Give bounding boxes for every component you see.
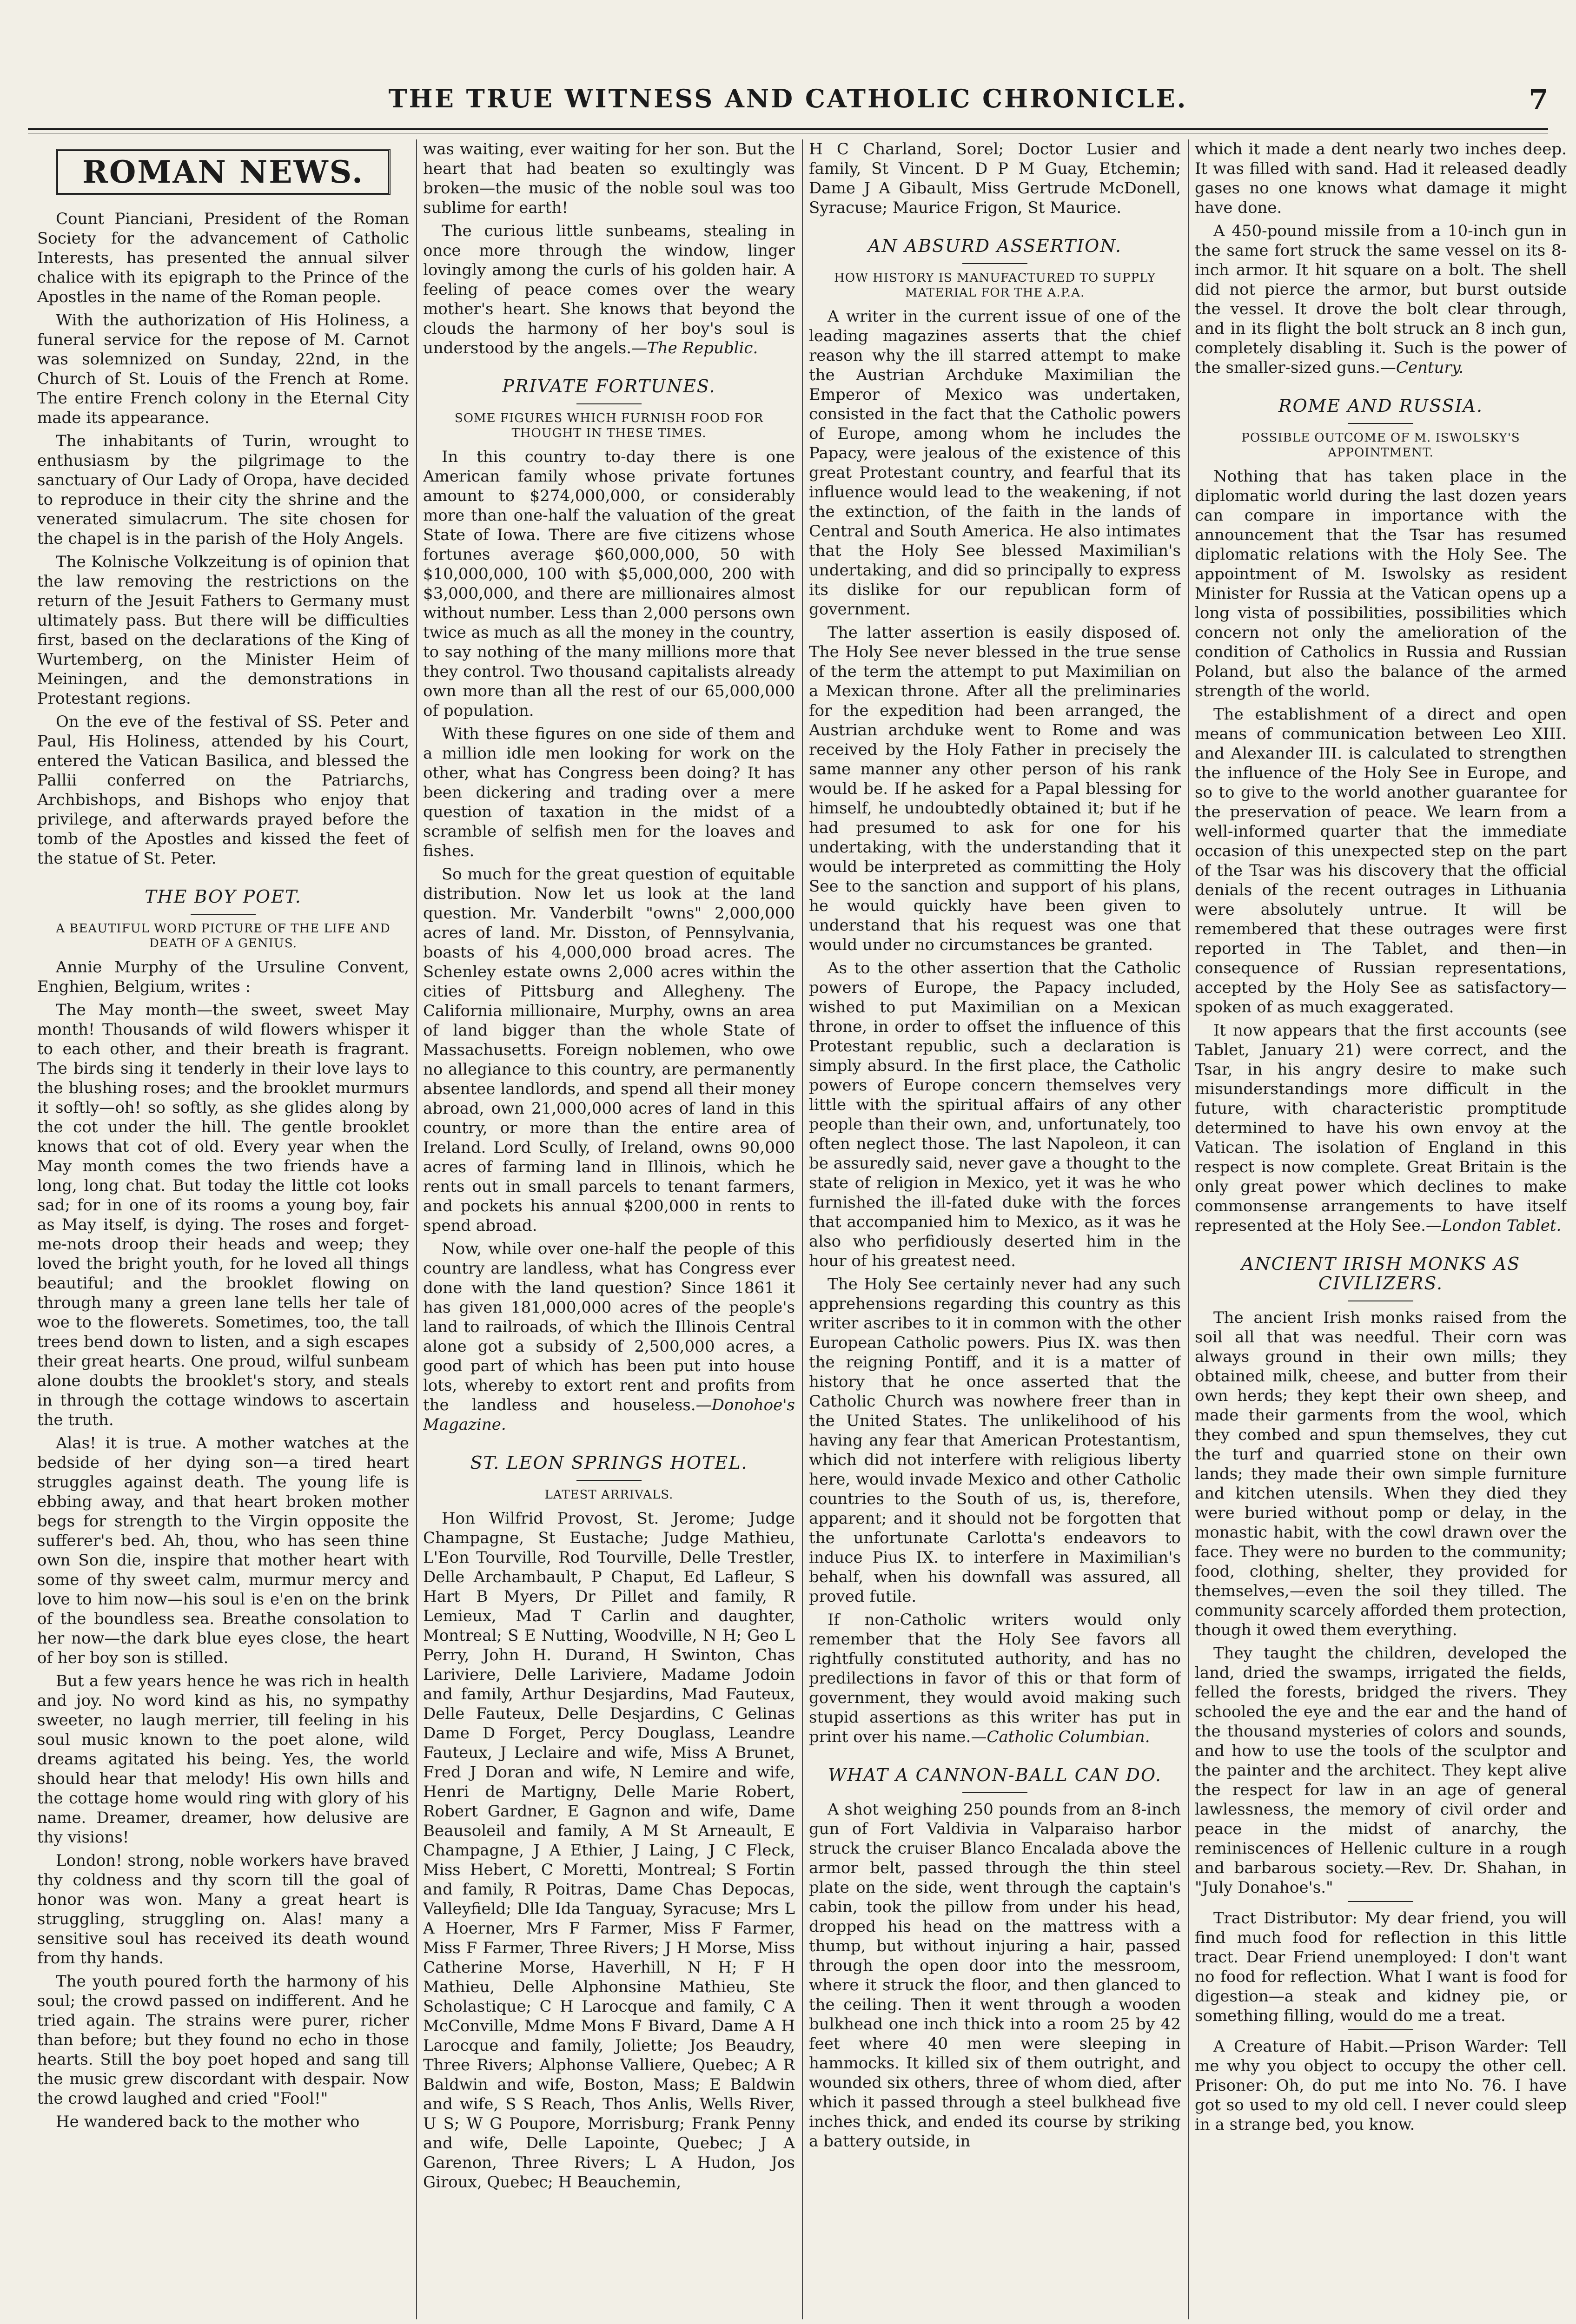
- article-paragraph: The Kolnische Volkzeitung is of opinion that the law removing the restrictions on the return of the Jesuit Fathers to Germany must ultimately pass. But there will be difficulties first, based on the declarations of the King of Wurtemberg, on the Minister Heim of Meiningen, and the demonstrations in Protestant regions.: [37, 553, 409, 708]
- article-paragraph: A writer in the current issue of one of the leading magazines asserts that the chief reason why the ill starred attempt to make the Austrian Archduke Maximilian the Emperor of Mexico was undertaken, consisted in the fact that the Catholic powers of Europe, among whom he includes the Papacy, were jealous of the existence of this great Protestant country, and fearful that its influence would lead to the weakening, if not the extinction, of the faith in the lands of Central and South America. He also intimates that the Holy See blessed Maximilian's undertaking, and did so principally to express its dislike for our republican form of government.: [809, 307, 1181, 619]
- masthead: [28, 84, 1548, 135]
- column-divider: [1188, 139, 1189, 2319]
- article-paragraph: London! strong, noble workers have braved thy coldness and thy scorn till the goal of honor was won. Many a great heart is struggling, struggling on. Alas! many a sensitive soul has received its death wound from thy hands.: [37, 1851, 409, 1967]
- article-paragraph: The curious little sunbeams, stealing in once more through the window, linger lovingly among the curls of his golden hair. A feeling of peace comes over the weary mother's heart. She knows that beyond the clouds the harmony of her boy's soul is understood by the angels.—The Republic.: [423, 222, 795, 357]
- article-paragraph: The establishment of a direct and open means of communication between Leo XIII. and Alexander III. is calculated to strengthen the influence of the Holy See in Europe, and so to give to the world another guarantee for the preservation of peace. We learn from a well-informed quarter that the immediate occasion of this unexpected step on the part of the Tsar was his discovery that the official denials of the recent outrages in Lithuania were absolutely untrue. It will be remembered that these outrages were first reported in The Tablet, and then—in consequence of Russian representations, accepted by the Holy See as satisfactory—spoken of as much exaggerated.: [1195, 705, 1567, 1017]
- boy-poet-heading: THE BOY POET.: [145, 886, 302, 907]
- irish-monks-heading: ANCIENT IRISH MONKS AS CIVILIZERS.: [1241, 1254, 1521, 1294]
- arrivals-list-cont: H C Charland, Sorel; Doctor Lusier and family, St Vincent. D P M Guay, Etchemin; Dame J A Gibault, Miss Gertrude McDonell, Syracuse; Maurice Frigon, St Maurice.: [809, 140, 1181, 217]
- section-rule: [1348, 2029, 1413, 2030]
- article-paragraph: The ancient Irish monks raised from the soil all that was needful. Their corn was always ground in their own mills; they obtained milk, cheese, and butter from their own herds; they kept their own sheep, and made their garments from the wool, which they combed and spun themselves, they cut the turf and quarried stone on their own lands; they made their own simple furniture and kitchen utensils. When they died they were buried without pomp or delay, in the monastic habit, with the cowl drawn over the face. They were no burden to the community; food, clothing, shelter, they provided for themselves,—even the soil they tilled. The community scarcely afforded them protection, though it owed them everything.: [1195, 1308, 1567, 1639]
- article-paragraph: Nothing that has taken place in the diplomatic world during the last dozen years can compare in importance with the announcement that the Tsar has resumed diplomatic relations with the Holy See. The appointment of M. Iswolsky as resident Minister for Russia at the Vatican opens up a long vista of possibilities, possibilities which concern not only the amelioration of the condition of Catholics in Russia and Russian Poland, but also the balance of the armed strength of the world.: [1195, 467, 1567, 700]
- column-3: [809, 139, 1181, 2324]
- rome-russia-subheading: POSSIBLE OUTCOME OF M. ISWOLSKY'S APPOINTMENT.: [1241, 431, 1520, 460]
- article-paragraph: Alas! it is true. A mother watches at the bedside of her dying son—a tired heart struggles against death. The young life is ebbing away, and that heart broken mother begs for strength to the Virgin opposite the sufferer's bed. Ah, thou, who has seen thine own Son die, inspire that mother heart with some of thy sweet calm, murmur mercy and love to him now—his soul is e'en on the brink of the boundless sea. Breathe consolation to her now—the dark blue eyes close, the heart of her boy son is stilled.: [37, 1434, 409, 1667]
- absurd-assertion-subheading: HOW HISTORY IS MANUFACTURED TO SUPPLY MATERIAL FOR THE A.P.A.: [834, 271, 1156, 300]
- article-paragraph: He wandered back to the mother who: [56, 2113, 360, 2131]
- article-paragraph: which it made a dent nearly two inches deep. It was filled with sand. Had it released deadly gases no one knows what damage it might have done.: [1195, 140, 1567, 217]
- article-paragraph: The youth poured forth the harmony of his soul; the crowd passed on indifferent. And he tried again. The strains were purer, richer than before; but they found no echo in those hearts. Still the boy poet hoped and sang till the music grew discordant with despair. Now the crowd laughed and cried "Fool!": [37, 1972, 409, 2108]
- article-paragraph: They taught the children, developed the land, dried the swamps, irrigated the fields, felled the forests, bridged the rivers. They schooled the eye and the ear and the hand of the thousand mysteries of colors and sounds, and how to use the tools of the sculptor and the painter and the architect. They kept alive the respect for law in an age of general lawlessness, the memory of civil order and peace in the midst of anarchy, the reminiscences of Hellenic culture in a rough and barbarous society.—Rev. Dr. Shahan, in "July Donahoe's.": [1195, 1644, 1567, 1897]
- rome-russia-heading: ROME AND RUSSIA.: [1278, 396, 1483, 416]
- article-paragraph: Count Pianciani, President of the Roman Society for the advancement of Catholic Interests, has presented the annual silver chalice with its epigraph to the Prince of the Apostles in the name of the Roman people.: [37, 210, 409, 306]
- heading-rule: [576, 403, 642, 404]
- column-divider: [802, 139, 803, 2319]
- article-source: London Tablet.: [1441, 1216, 1562, 1235]
- article-paragraph: In this country to-day there is one American family whose private fortunes amount to $274,000,000, or considerably more than one-half the valuation of the great State of Iowa. There are five citizens whose fortunes average $60,000,000, 50 with $10,000,000, 100 with $5,000,000, 200 with $3,000,000, and there are millionaires almost without number. Less than 2,000 persons own twice as much as all the money in the country, to say nothing of the many millions more that they control. Two thousand capitalists already own more than all the rest of our 65,000,000 of population.: [423, 448, 795, 720]
- tract-anecdote: Tract Distributor: My dear friend, you will find much food for reflection in this little tract. Dear Friend unemployed: I don't want no food for reflection. What I want is food for digestion—a steak and kidney pie, or something filling, would do me a treat.: [1195, 1909, 1567, 2025]
- heading-rule: [576, 1480, 642, 1481]
- section-rule: [1348, 1901, 1413, 1902]
- article-paragraph: It now appears that the first accounts (see Tablet, January 21) were correct, and the Tsar, in his angry desire to make such misunderstandings more difficult in the future, with characteristic promptitude determined to have his own envoy at the Vatican. The isolation of England in this respect is now complete. Great Britain is the only great power which declines to make commonsense arrangements to have itself represented at the Holy See.—London Tablet.: [1195, 1021, 1567, 1235]
- hotel-heading: ST. LEON SPRINGS HOTEL.: [470, 1452, 748, 1473]
- absurd-assertion-heading: AN ABSURD ASSERTION.: [867, 236, 1122, 256]
- article-paragraph: On the eve of the festival of SS. Peter and Paul, His Holiness, attended by his Court, entered the Vatican Basilica, and blessed the Pallii conferred on the Patriarchs, Archbishops, and Bishops who enjoy that privilege, and afterwards prayed before the tomb of the Apostles and kissed the feet of the statue of St. Peter.: [37, 713, 409, 868]
- hotel-subheading: LATEST ARRIVALS.: [544, 1488, 674, 1502]
- article-source: The Republic.: [647, 339, 758, 357]
- article-source: Donohoe's Magazine.: [423, 1396, 795, 1434]
- article-paragraph: With these figures on one side of them and a million idle men looking for work on the other, what has Congress been doing? It has been dickering and trading over a mere question of taxation in the midst of a scramble of selfish men for the loaves and fishes.: [423, 725, 795, 860]
- newspaper-title: THE TRUE WITNESS AND CATHOLIC CHRONICLE.: [388, 84, 1188, 113]
- article-paragraph: The inhabitants of Turin, wrought to enthusiasm by the pilgrimage to the sanctuary of Our Lady of Oropa, have decided to reproduce in their city the shrine and the venerated simulacrum. The site chosen for the chapel is in the parish of the Holy Angels.: [37, 432, 409, 548]
- article-paragraph: was waiting, ever waiting for her son. But the heart that had beaten so exultingly was broken—the music of the noble soul was too sublime for earth!: [423, 140, 795, 217]
- article-paragraph: With the authorization of His Holiness, a funeral service for the repose of M. Carnot was solemnized on Sunday, 22nd, in the Church of St. Louis of the French at Rome. The entire French colony in the Eternal City made its appearance.: [37, 311, 409, 427]
- private-fortunes-subheading: SOME FIGURES WHICH FURNISH FOOD FOR THOUGHT IN THESE TIMES.: [454, 411, 764, 440]
- article-paragraph: If non-Catholic writers would only remember that the Holy See favors all rightfully constituted authority, and has no predilections in favor of this or that form of government, they would avoid making such stupid assertions as this writer has put in print over his name.—Catholic Columbian.: [809, 1611, 1181, 1746]
- article-paragraph: So much for the great question of equitable distribution. Now let us look at the land question. Mr. Vanderbilt "owns" 2,000,000 acres of land. Mr. Disston, of Pennsylvania, boasts of his 4,000,000 broad acres. The Schenley estate owns 2,000 acres within the cities of Pittsburg and Allegheny. The California millionaire, Murphy, owns an area of land bigger than the whole State of Massachusetts. Foreign noblemen, who owe no allegiance to this country, are permanently absentee landlords, and spend all their money abroad, own 21,000,000 acres of land in this country, or more than the entire area of Ireland. Lord Scully, of Ireland, owns 90,000 acres of farming land in Illinois, which he rents out in small parcels to tenant farmers, and pockets his annual $200,000 in rents to spend abroad.: [423, 865, 795, 1235]
- article-paragraph: Now, while over one-half the people of this country are landless, what has Congress ever done with the land question? Since 1861 it has given 181,000,000 acres of the people's land to railroads, of which the Illinois Central alone got a subsidy of 2,500,000 acres, a good part of which has been put into house lots, whereby to extort rent and profits from the landless and houseless.—Donohoe's Magazine.: [423, 1240, 795, 1434]
- column-4: [1195, 139, 1567, 2324]
- article-source: Century.: [1396, 358, 1464, 377]
- article-source: Catholic Columbian.: [987, 1728, 1150, 1746]
- heading-rule: [191, 914, 256, 915]
- page-number: 7: [1529, 84, 1548, 116]
- column-divider: [416, 139, 417, 2319]
- boy-poet-subheading: A BEAUTIFUL WORD PICTURE OF THE LIFE AND DEATH OF A GENIUS.: [56, 922, 391, 951]
- arrivals-list: Hon Wilfrid Provost, St. Jerome; Judge Champagne, St Eustache; Judge Mathieu, L'Eon Tourville, Rod Tourville, Delle Trestler, Delle Archambault, P Chaput, Ed Lafleur, S Hart B Myers, Dr Pillet and family, R Lemieux, Mad T Carlin and daughter, Montreal; S E Nutting, Woodville, N H; Geo L Perry, John H. Durand, H Swinton, Chas Lariviere, Delle Lariviere, Madame Jodoin and family, Arthur Desjardins, Mad Fauteux, Delle Fauteux, Delle Desjardins, C Gelinas Dame D Forget, Percy Douglass, Leandre Fauteux, J Leclaire and wife, Miss A Brunet, Fred J Doran and wife, N Lemire and wife, Henri de Martigny, Delle Marie Robert, Robert Gardner, E Gagnon and wife, Dame Beausoleil and family, A M St Arneault, E Champagne, J A Ethier, J Laing, J C Fleck, Miss Hebert, C Moretti, Montreal; S Fortin and family, R Poitras, Dame Chas Depocas, Valleyfield; Dlle Ida Tanguay, Syracuse; Mrs L A Hoerner, Mrs F Farmer, Miss F Farmer, Miss F Farmer, Three Rivers; J H Morse, Miss Catherine Morse, Haverhill, N H; F H Mathieu, Delle Alphonsine Mathieu, Ste Scholastique; C H Larocque and family, C A McConville, Mdme Mons F Bivard, Dame A H Larocque and family, Joliette; Jos Beaudry, Three Rivers; Alphonse Valliere, Quebec; A R Baldwin and wife, Boston, Mass; E Baldwin and wife, S S Reach, Thos Anlis, Wells River, U S; W G Poupore, Morrisburg; Frank Penny and wife, Delle Lapointe, Quebec; J A Garenon, Three Rivers; L A Hudon, Jos Giroux, Quebec; H Beauchemin,: [423, 1509, 795, 2192]
- article-paragraph: But a few years hence he was rich in health and joy. No word kind as his, no sympathy sweeter, no laugh merrier, till feeling in his soul music known to the poet alone, wild dreams agitated his being. Yes, the world should hear that melody! His own hills and the cottage home would ring with glory of his name. Dreamer, dreamer, how delusive are thy visions!: [37, 1672, 409, 1847]
- column-2: [423, 139, 795, 2324]
- private-fortunes-heading: PRIVATE FORTUNES.: [502, 376, 716, 396]
- article-paragraph: As to the other assertion that the Catholic powers of Europe, the Papacy included, wished to put Maximilian on a Mexican throne, in order to offset the influence of this Protestant republic, such a declaration is simply absurd. In the first place, the Catholic powers of Europe concern themselves very little with the spiritual affairs of any other people than their own, and, unfortunately, too often neglect those. The last Napoleon, it can be assuredly said, never gave a thought to the state of religion in Mexico, yet it was he who furnished the ill-fated duke with the forces that accompanied him to Mexico, as it was he also who perfidiously deserted him in the hour of his greatest need.: [809, 959, 1181, 1270]
- article-paragraph: The latter assertion is easily disposed of. The Holy See never blessed in the true sense of the term the attempt to put Maximilian on a Mexican throne. After all the preliminaries for the expedition had been arranged, the Austrian archduke went to Rome and was received by the Holy Father in precisely the same manner any other person of his rank would be. If he asked for a Papal blessing for himself, he undoubtedly obtained it; but if he had presumed to ask for one for his undertaking, with the understanding that it would be interpreted as committing the Holy See to the sanction and support of his plans, he would quickly have been given to understand that his request was one that would under no circumstances be granted.: [809, 623, 1181, 954]
- masthead-rule: [28, 128, 1548, 130]
- heading-rule: [1348, 423, 1413, 424]
- article-paragraph: The Holy See certainly never had any such apprehensions regarding this country as this writer ascribes to it in common with the other European Catholic powers. Pius IX. was then the reigning Pontiff, and it is a matter of history that he once asserted that the Catholic Church was nowhere freer than in the United States. The unlikelihood of his having any fear that American Protestantism, which did not interfere with religious liberty here, would invade Mexico and other Catholic countries to the South of us, is, therefore, apparent; and it should not be forgotten that the unfortunate Carlotta's endeavors to induce Pius IX. to interfere in Maximilian's behalf, when his downfall was assured, all proved futile.: [809, 1275, 1181, 1606]
- habit-anecdote: A Creature of Habit.—Prison Warder: Tell me why you object to occupy the other cell. Prisoner: Oh, do put me into No. 76. I have got so used to my old cell. I never could sleep in a strange bed, you know.: [1195, 2037, 1567, 2134]
- heading-rule: [962, 1792, 1027, 1793]
- column-1: [37, 139, 409, 2324]
- article-paragraph: A 450-pound missile from a 10-inch gun in the same fort struck the same vessel on its 8-inch armor. It hit square on a bolt. The shell did not pierce the armor, but burst outside the vessel. It drove the bolt clear through, and in its flight the bolt struck an 8 inch gun, completely disabling it. Such is the power of the smaller-sized guns.—Century.: [1195, 222, 1567, 377]
- article-paragraph: A shot weighing 250 pounds from an 8-inch gun of Fort Valdivia in Valparaiso harbor struck the cruiser Blanco Encalada above the armor belt, passed through the thin steel plate on the side, went through the captain's cabin, took the pillow from under his head, dropped his head on the mattress with a thump, but without injuring a hair, passed through the open door into the messroom, where it struck the floor, and then glanced to the ceiling. Then it went through a wooden bulkhead one inch thick into a room 25 by 42 feet where 40 men were sleeping in hammocks. It killed six of them outright, and wounded six others, three of whom died, after which it passed through a steel bulkhead five inches thick, and ended its course by striking a battery outside, in: [809, 1800, 1181, 2151]
- article-paragraph: The May month—the sweet, sweet May month! Thousands of wild flowers whisper it to each other, and their breath is fragrant. The birds sing it tenderly in their love lays to the blushing roses; and the brooklet murmurs it softly—oh! so softly, as she glides along by the cot under the hill. The gentle brooklet knows that cot of old. Every year when the May month comes the two friends have a long, long chat. But today the little cot looks sad; for in one of its rooms a young boy, fair as May itself, is dying. The roses and forget-me-nots droop their heads and weep; they loved the bright youth, for he loved all things beautiful; and the brooklet flowing on through many a green lane tells her tale of woe to the flowerets. Sometimes, too, the tall trees bend down to listen, and a sigh escapes their great hearts. One proud, wilful sunbeam alone doubts the brooklet's story, and steals in through the cottage windows to ascertain the truth.: [37, 1001, 409, 1429]
- roman-news-heading: ROMAN NEWS.: [56, 149, 391, 195]
- article-paragraph: Annie Murphy of the Ursuline Convent, Enghien, Belgium, writes :: [37, 958, 409, 996]
- cannon-ball-heading: WHAT A CANNON-BALL CAN DO.: [828, 1765, 1162, 1785]
- heading-rule: [962, 263, 1027, 264]
